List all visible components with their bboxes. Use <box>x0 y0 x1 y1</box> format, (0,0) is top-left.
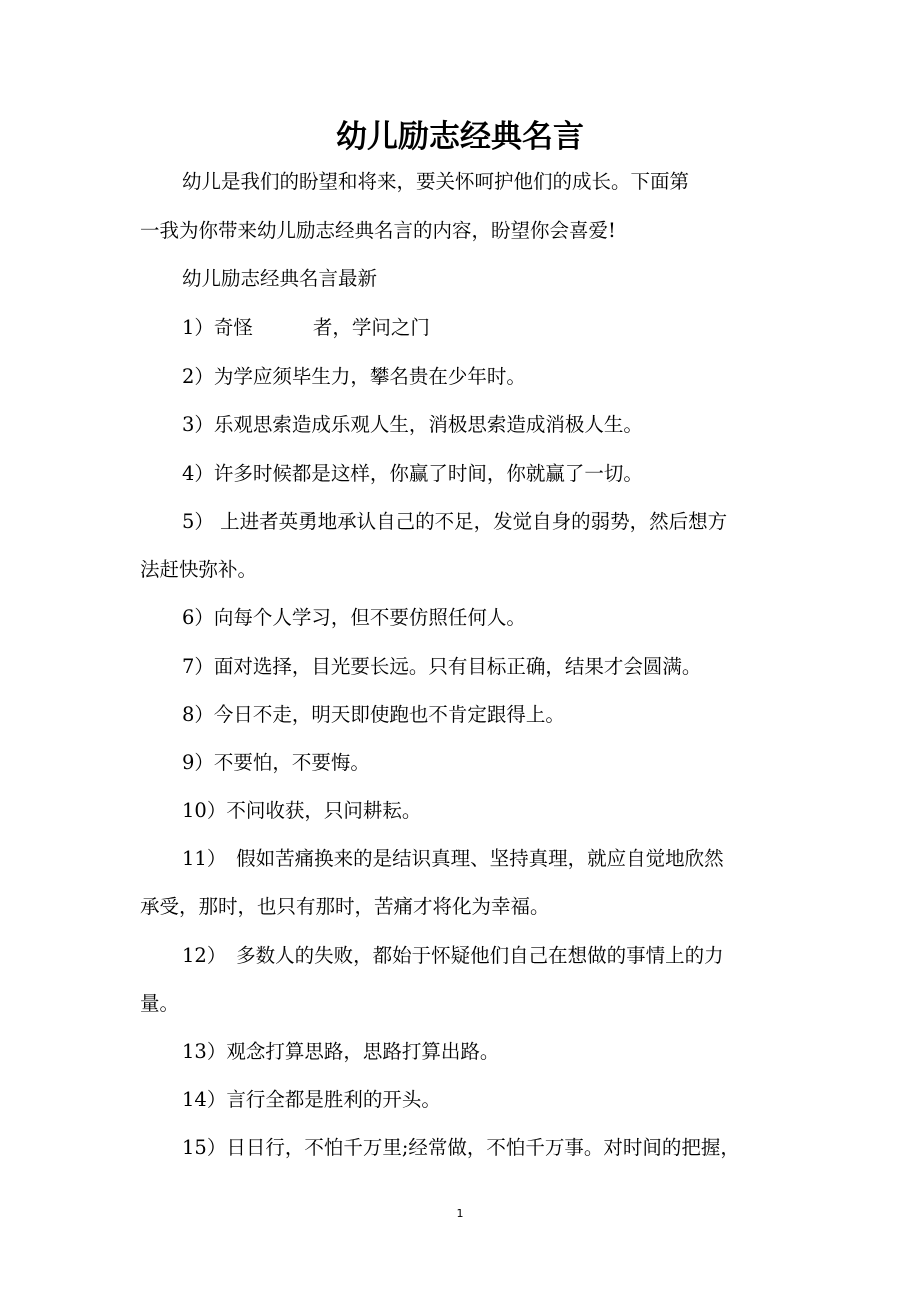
list-item-5-line-1: 5） 上进者英勇地承认自己的不足，发觉自身的弱势，然后想方 <box>182 510 728 533</box>
list-item-15-line-1: 15）日日行，不怕千万里;经常做，不怕千万事。对时间的把握， <box>182 1136 740 1159</box>
list-item-9: 9）不要怕，不要悔。 <box>182 751 370 774</box>
list-item-14: 14）言行全都是胜利的开头。 <box>182 1088 441 1111</box>
list-item-5-line-2: 法赶快弥补。 <box>140 558 258 581</box>
list-item-1-part-1: 1）奇怪 <box>182 316 253 339</box>
intro-line-1: 幼儿是我们的盼望和将来，要关怀呵护他们的成长。下面第 <box>182 170 690 193</box>
list-item-8: 8）今日不走，明天即使跑也不肯定跟得上。 <box>182 703 565 726</box>
list-item-12-line-1: 12） 多数人的失败，都始于怀疑他们自己在想做的事情上的力 <box>182 944 724 967</box>
intro-line-2: 一我为你带来幼儿励志经典名言的内容，盼望你会喜爱! <box>140 219 616 242</box>
list-item-1-part-2: 者，学问之门 <box>312 316 430 339</box>
document-title: 幼儿励志经典名言 <box>336 119 584 155</box>
list-item-10: 10）不问收获，只问耕耘。 <box>182 799 422 822</box>
list-item-3: 3）乐观思索造成乐观人生，消极思索造成消极人生。 <box>182 413 643 436</box>
list-item-6: 6）向每个人学习，但不要仿照任何人。 <box>182 606 526 629</box>
section-heading: 幼儿励志经典名言最新 <box>182 267 378 290</box>
list-item-1 <box>140 304 790 353</box>
page-number: 1 <box>456 1207 464 1220</box>
list-item-2: 2）为学应须毕生力，攀名贵在少年时。 <box>182 365 526 388</box>
list-item-11-line-2: 承受，那时，也只有那时，苦痛才将化为幸福。 <box>140 895 550 918</box>
list-item-12-line-2: 量。 <box>140 992 180 1015</box>
list-item-7: 7）面对选择，目光要长远。只有目标正确，结果才会圆满。 <box>182 655 702 678</box>
list-item-4: 4）许多时候都是这样，你赢了时间，你就赢了一切。 <box>182 462 643 485</box>
list-item-11-line-1: 11） 假如苦痛换来的是结识真理、坚持真理，就应自觉地欣然 <box>182 847 724 870</box>
list-item-13: 13）观念打算思路，思路打算出路。 <box>182 1040 500 1063</box>
